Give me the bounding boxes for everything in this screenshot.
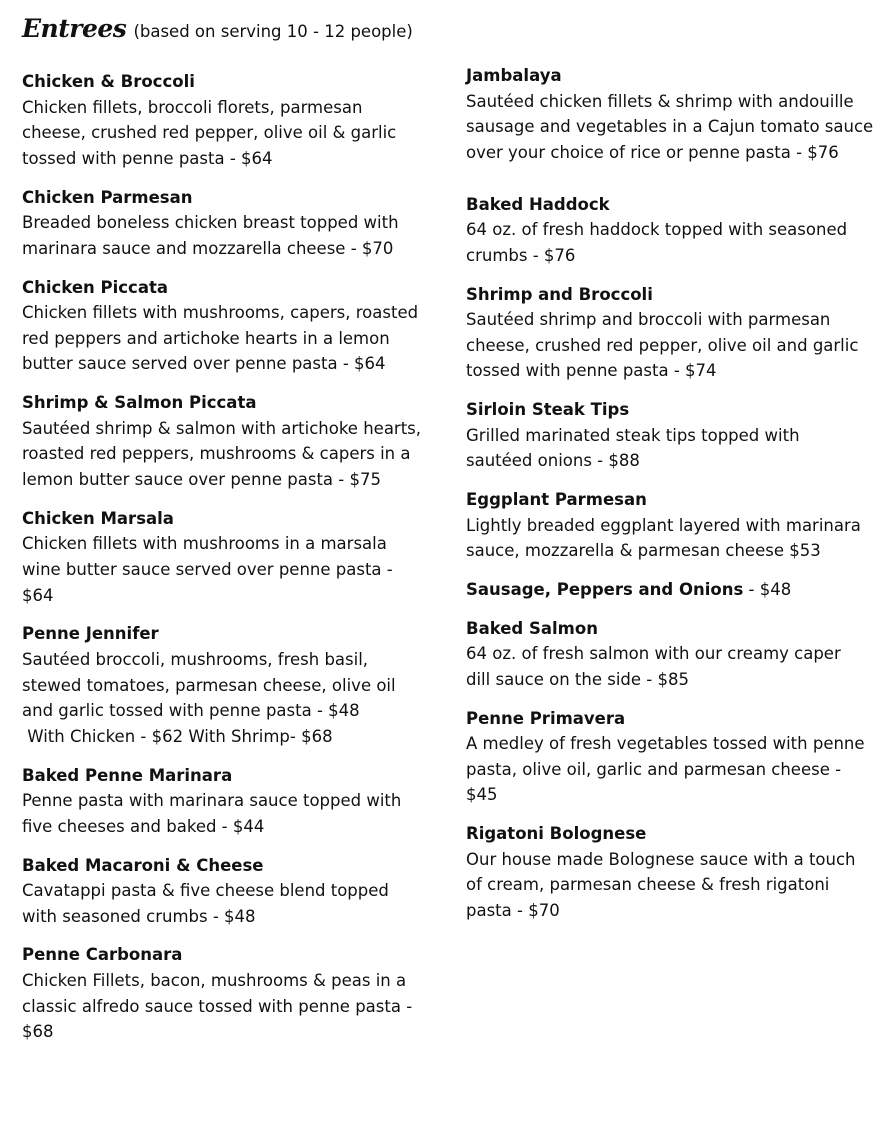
menu-item xyxy=(22,185,442,262)
item-name: Baked Salmon xyxy=(466,618,598,638)
item-name: Shrimp and Broccoli xyxy=(466,284,653,304)
menu-item xyxy=(466,487,871,564)
item-name: Jambalaya xyxy=(466,66,562,85)
item-description: Sautéed chicken fillets & shrimp with andouille sausage and vegetables in a Cajun tomato sauce over your choice of rice or penne pasta - $76 xyxy=(466,91,874,162)
item-description: - $48 xyxy=(743,579,792,599)
item-name: Sausage, Peppers and Onions xyxy=(466,579,744,599)
menu-item xyxy=(22,390,442,493)
item-name: Chicken Piccata xyxy=(22,277,168,297)
item-name: Baked Penne Marinara xyxy=(22,765,233,785)
menu-item xyxy=(466,397,871,474)
item-name: Penne Primavera xyxy=(466,708,626,728)
section-subtitle: (based on serving 10 - 12 people) xyxy=(133,22,413,41)
left-column xyxy=(22,69,442,1045)
item-name: Shrimp & Salmon Piccata xyxy=(22,393,257,413)
item-name: Penne Jennifer xyxy=(22,624,159,644)
item-name: Eggplant Parmesan xyxy=(466,490,647,510)
menu-item xyxy=(466,616,871,693)
section-title: Entrees xyxy=(22,14,127,43)
menu-item xyxy=(466,192,871,269)
menu-header xyxy=(22,14,413,43)
item-description: Lightly breaded eggplant layered with marinara sauce, mozzarella & parmesan cheese $53 xyxy=(466,515,861,561)
menu-item xyxy=(22,621,442,749)
item-description: Breaded boneless chicken breast topped with marinara sauce and mozzarella cheese - $70 xyxy=(22,213,399,258)
menu-item xyxy=(22,69,442,172)
item-description: Sautéed broccoli, mushrooms, fresh basil, stewed tomatoes, parmesan cheese, olive oil and garlic tossed with penne pasta - $48 With Chicken - $62 With Shrimp- $68 xyxy=(22,649,396,746)
item-description: Chicken fillets with mushrooms, capers, roasted red peppers and artichoke hearts in a lemon butter sauce served over penne pasta - $64 xyxy=(22,303,419,374)
menu-item xyxy=(22,275,442,378)
item-description: Sautéed shrimp and broccoli with parmesan cheese, crushed red pepper, olive oil and garlic tossed with penne pasta - $74 xyxy=(466,310,859,381)
item-name: Chicken Parmesan xyxy=(22,187,193,207)
item-description: Chicken fillets, broccoli florets, parmesan cheese, crushed red pepper, olive oil & garlic tossed with penne pasta - $64 xyxy=(22,97,397,168)
item-name: Baked Haddock xyxy=(466,194,610,214)
menu-item xyxy=(466,706,871,809)
item-description: Sautéed shrimp & salmon with artichoke hearts, roasted red peppers, mushrooms & capers in a lemon butter sauce over penne pasta - $75 xyxy=(22,418,422,490)
menu-item xyxy=(22,506,442,609)
item-name: Chicken Marsala xyxy=(22,508,174,528)
menu-item xyxy=(466,282,871,385)
item-description: 64 oz. of fresh haddock topped with seasoned crumbs - $76 xyxy=(466,220,848,265)
item-name: Sirloin Steak Tips xyxy=(466,400,630,420)
menu-item xyxy=(22,942,442,1045)
item-description: Chicken Fillets, bacon, mushrooms & peas in a classic alfredo sauce tossed with penne pasta - $68 xyxy=(22,970,413,1042)
item-name: Penne Carbonara xyxy=(22,945,183,965)
item-name: Chicken & Broccoli xyxy=(22,72,195,91)
menu-item xyxy=(22,763,442,840)
item-description: Cavatappi pasta & five cheese blend topped with seasoned crumbs - $48 xyxy=(22,881,389,926)
item-description: 64 oz. of fresh salmon with our creamy caper dill sauce on the side - $85 xyxy=(466,644,841,689)
item-name: Rigatoni Bolognese xyxy=(466,824,647,844)
menu-item xyxy=(22,853,442,930)
item-description: Our house made Bolognese sauce with a touch of cream, parmesan cheese & fresh rigatoni pasta - $70 xyxy=(466,849,856,921)
menu-item xyxy=(466,63,874,166)
item-description: Penne pasta with marinara sauce topped with five cheeses and baked - $44 xyxy=(22,791,402,836)
item-name: Baked Macaroni & Cheese xyxy=(22,855,264,875)
menu-item xyxy=(466,577,871,603)
item-description: Chicken fillets with mushrooms in a marsala wine butter sauce served over penne pasta - $64 xyxy=(22,534,393,605)
item-description: A medley of fresh vegetables tossed with penne pasta, olive oil, garlic and parmesan cheese - $45 xyxy=(466,734,865,805)
right-column xyxy=(466,63,874,924)
menu-item xyxy=(466,821,871,924)
item-description: Grilled marinated steak tips topped with sautéed onions - $88 xyxy=(466,425,800,471)
